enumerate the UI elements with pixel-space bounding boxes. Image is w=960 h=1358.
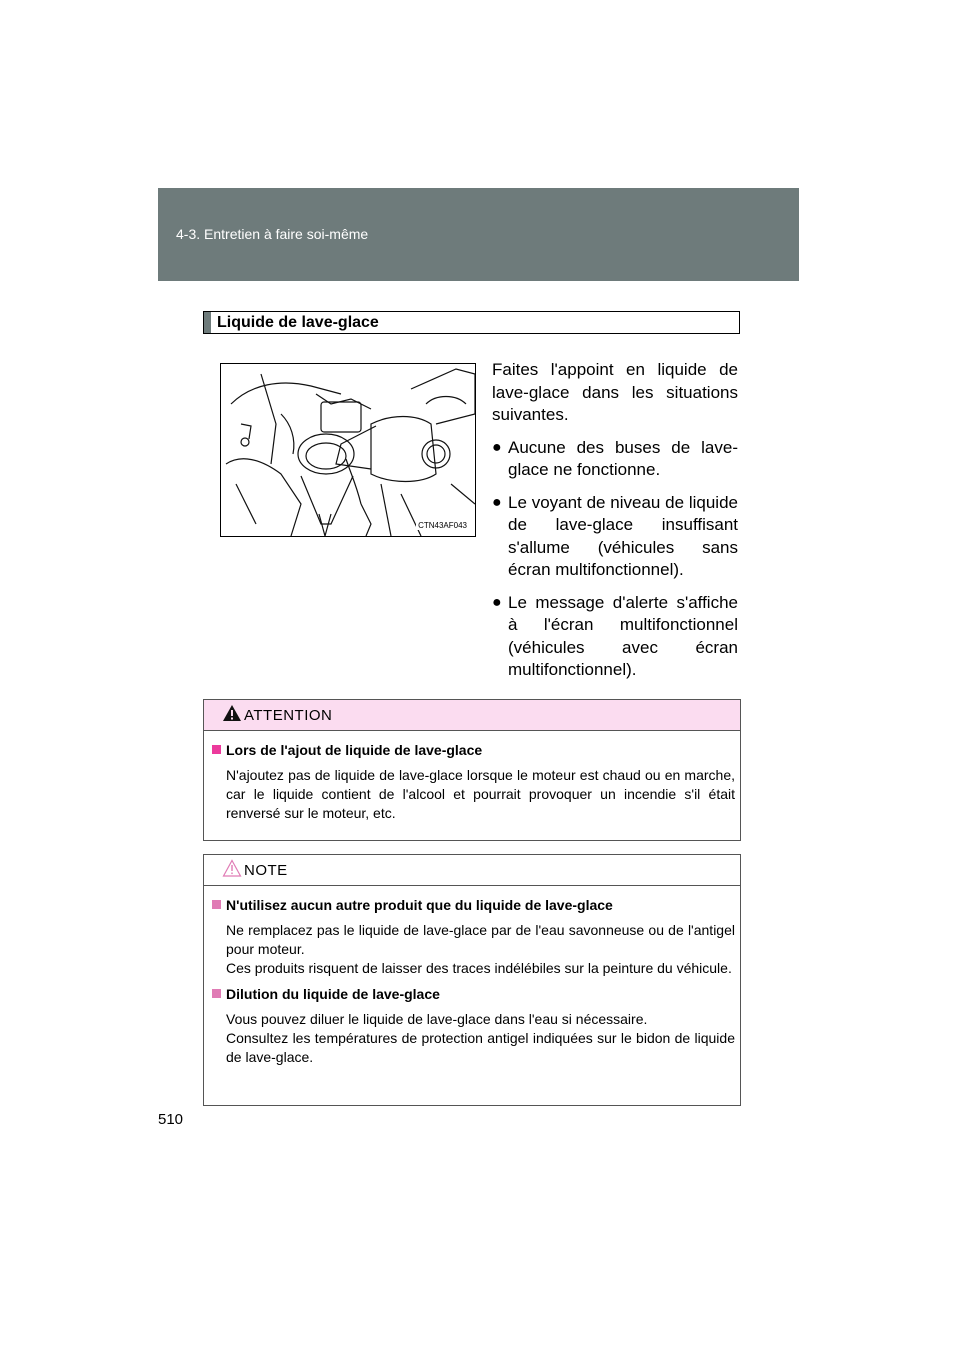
attention-box [203,699,741,841]
square-marker-icon [212,745,221,754]
note-item-text [212,921,735,978]
bullet-text: Aucune des buses de lave-glace ne fonctionne. [508,437,738,479]
bullet-item [492,592,738,682]
note-body [204,886,740,1067]
square-marker-icon [212,900,221,909]
washer-fluid-drawing [221,364,475,536]
attention-header [204,700,740,731]
attention-label: ATTENTION [244,707,333,724]
illustration-code: CTN43AF043 [418,521,467,530]
intro-paragraph: Faites l'appoint en liquide de lave-glace dans les situations suivantes. [492,360,738,424]
note-item-title-text: Dilution du liquide de lave-glace [226,986,440,1002]
note-box [203,854,741,1106]
bullet-item [492,437,738,482]
bullet-dot-icon: ● [492,438,502,456]
note-item-text-line: Consultez les températures de protection antigel indiquées sur le bidon de liquide de lave-glace. [226,1030,735,1065]
note-item-text [212,1010,735,1067]
warning-triangle-icon [222,704,242,722]
note-item-title-text: N'utilisez aucun autre produit que du liquide de lave-glace [226,897,613,913]
bullet-item [492,492,738,582]
bullet-text: Le message d'alerte s'affiche à l'écran multifonctionnel (véhicules avec écran multifonctionnel). [508,592,738,679]
attention-body [204,731,740,823]
body-text-column [492,359,738,692]
bullet-text: Le voyant de niveau de liquide de lave-glace insuffisant s'allume (véhicules sans écran multifonctionnel). [508,492,738,579]
caution-triangle-outline-icon [222,859,242,877]
bullet-dot-icon: ● [492,593,502,611]
attention-item-text: N'ajoutez pas de liquide de lave-glace lorsque le moteur est chaud ou en marche, car le liquide contient de l'alcool et pourrait provoquer un incendie s'il était renversé sur le moteur, etc. [226,767,735,821]
note-item-title [212,985,735,1004]
section-title [203,311,740,334]
note-header [204,855,740,886]
note-item-text-line: Vous pouvez diluer le liquide de lave-glace dans l'eau si nécessaire. [226,1011,648,1027]
header-band [158,188,799,281]
attention-item-title-text: Lors de l'ajout de liquide de lave-glace [226,742,483,758]
page-number: 510 [158,1111,184,1128]
square-marker-icon [212,989,221,998]
section-title-text: Liquide de lave-glace [217,314,379,331]
washer-fluid-illustration [220,363,476,537]
note-label: NOTE [244,862,288,879]
note-item-text-line: Ne remplacez pas le liquide de lave-glace par de l'eau savonneuse ou de l'antigel pour moteur. [226,922,735,957]
attention-item-title [212,741,735,760]
note-item-title [212,896,735,915]
note-item-text-line: Ces produits risquent de laisser des traces indélébiles sur la peinture du véhicule. [226,960,732,976]
section-title-bar [204,312,211,333]
breadcrumb: 4-3. Entretien à faire soi-même [176,226,369,242]
bullet-dot-icon: ● [492,493,502,511]
